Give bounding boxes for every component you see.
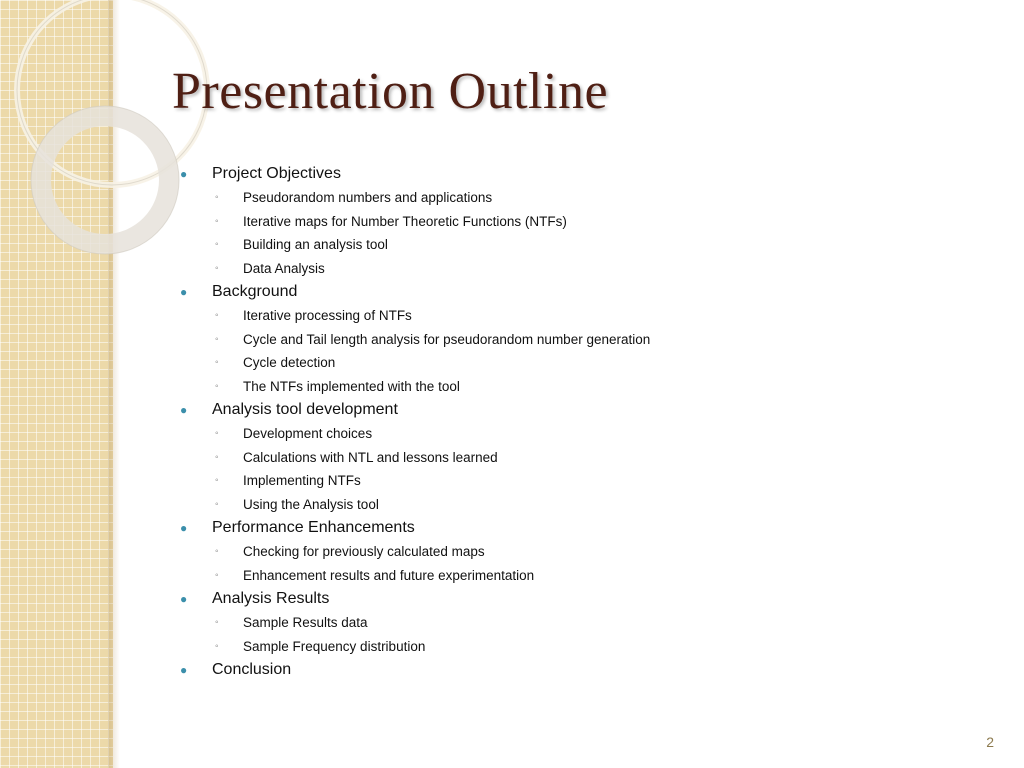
bullet-circle-icon: ◦ — [215, 262, 219, 274]
bullet-circle-icon: ◦ — [215, 546, 219, 557]
outline-subitem — [212, 233, 980, 257]
bullet-circle-icon: ◦ — [215, 215, 219, 227]
outline-section — [180, 162, 980, 280]
bullet-circle-icon: ◦ — [215, 428, 219, 439]
outline-subitem — [212, 540, 980, 564]
outline-list — [180, 162, 980, 682]
outline-subitem-label: Enhancement results and future experimentation — [243, 567, 535, 583]
bullet-circle-icon: ◦ — [215, 475, 219, 486]
bullet-circle-icon: ◦ — [215, 192, 219, 203]
outline-subitem — [212, 186, 980, 210]
outline-subitem — [212, 564, 980, 588]
outline-section — [180, 398, 980, 516]
outline-subitem — [212, 210, 980, 234]
outline-section-label: Project Objectives — [212, 165, 341, 182]
outline-subitem-label: The NTFs implemented with the tool — [243, 378, 460, 394]
outline-subitem-label: Iterative maps for Number Theoretic Functions (NTFs) — [243, 213, 567, 229]
outline-subitem — [212, 493, 980, 517]
bullet-circle-icon: ◦ — [215, 498, 219, 510]
bullet-circle-icon: ◦ — [215, 617, 219, 628]
outline-subitem — [212, 375, 980, 399]
outline-subitem-label: Cycle detection — [243, 355, 336, 370]
outline-section — [180, 658, 980, 682]
outline-section-label: Conclusion — [212, 661, 292, 678]
outline-subitem — [212, 446, 980, 470]
outline-section — [180, 587, 980, 658]
outline-section-label: Background — [212, 283, 298, 300]
outline-subitem-label: Calculations with NTL and lessons learned — [243, 449, 498, 465]
outline-sublist — [212, 186, 980, 280]
bullet-dot-icon: ● — [180, 403, 188, 417]
outline-subitem — [212, 635, 980, 659]
outline-subitem — [212, 422, 980, 446]
outline-section — [180, 516, 980, 587]
outline-subitem-label: Sample Results data — [243, 615, 368, 630]
outline-sublist — [212, 540, 980, 587]
bullet-circle-icon: ◦ — [215, 357, 219, 368]
outline-subitem — [212, 351, 980, 375]
decorative-rings-graphic — [0, 0, 140, 260]
outline-sublist — [212, 304, 980, 398]
outline-subitem-label: Data Analysis — [243, 260, 325, 276]
outline-section-label: Analysis Results — [212, 590, 330, 607]
bullet-circle-icon: ◦ — [215, 239, 219, 250]
outline-subitem-label: Using the Analysis tool — [243, 496, 379, 512]
bullet-circle-icon: ◦ — [215, 451, 219, 463]
outline-subitem — [212, 469, 980, 493]
bullet-dot-icon: ● — [180, 167, 188, 181]
outline-subitem-label: Implementing NTFs — [243, 473, 361, 488]
bullet-dot-icon: ● — [180, 663, 188, 677]
outline-subitem — [212, 611, 980, 635]
outline-subitem-label: Development choices — [243, 426, 373, 441]
outline-section — [180, 280, 980, 398]
outline-sublist — [212, 611, 980, 658]
outline-subitem-label: Iterative processing of NTFs — [243, 308, 412, 323]
bullet-circle-icon: ◦ — [215, 333, 219, 345]
outline-subitem-label: Building an analysis tool — [243, 237, 388, 252]
page-number: 2 — [986, 734, 994, 750]
outline-subitem-label: Cycle and Tail length analysis for pseudorandom number generation — [243, 331, 651, 347]
bullet-dot-icon: ● — [180, 285, 188, 299]
bullet-circle-icon: ◦ — [215, 380, 219, 392]
outline-section-label: Performance Enhancements — [212, 519, 415, 536]
bullet-circle-icon: ◦ — [215, 310, 219, 321]
bullet-dot-icon: ● — [180, 592, 188, 606]
outline-subitem — [212, 304, 980, 328]
outline-subitem-label: Pseudorandom numbers and applications — [243, 190, 493, 205]
bullet-circle-icon: ◦ — [215, 640, 219, 652]
outline-sublist — [212, 422, 980, 516]
slide-title: Presentation Outline — [172, 63, 609, 120]
outline-subitem — [212, 257, 980, 281]
outline-subitem-label: Checking for previously calculated maps — [243, 544, 485, 559]
bullet-dot-icon: ● — [180, 521, 188, 535]
outline-subitem — [212, 328, 980, 352]
outline-subitem-label: Sample Frequency distribution — [243, 638, 426, 654]
bullet-circle-icon: ◦ — [215, 569, 219, 581]
outline-section-label: Analysis tool development — [212, 401, 398, 418]
